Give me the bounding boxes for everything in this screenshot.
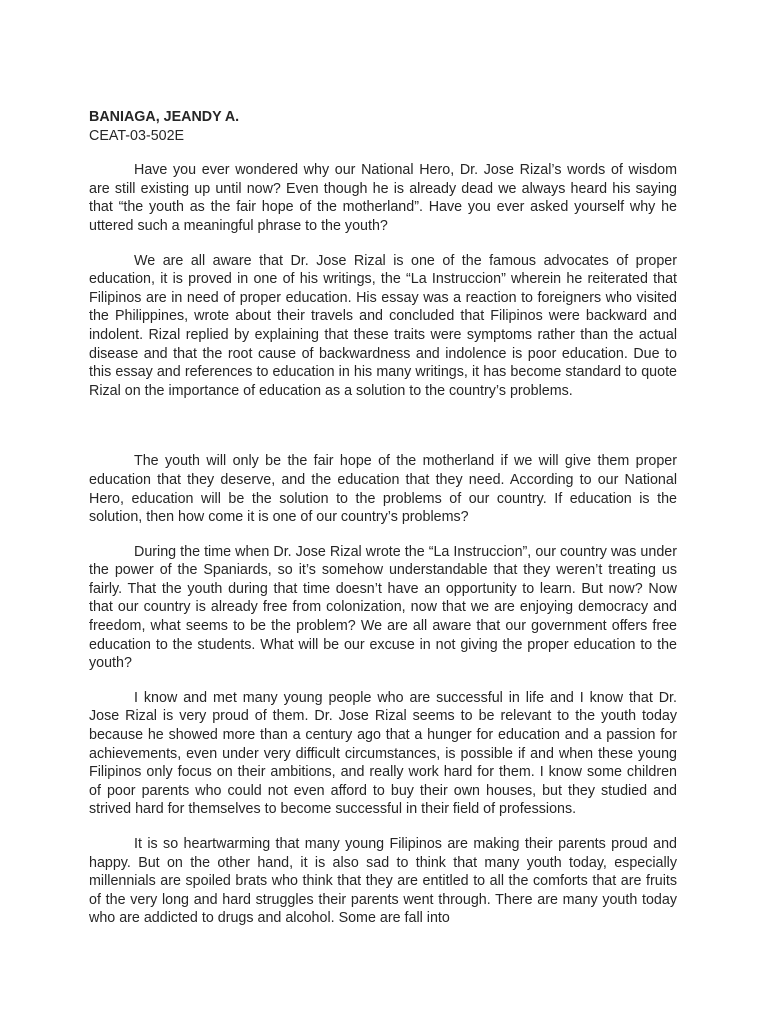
paragraph: I know and met many young people who are successful in life and I know that Dr. Jose Rizal is very proud of them. Dr. Jose Rizal seems to be relevant to the youth today because he showed more than a century ago that a hunger for education and a passion for achievements, even under very difficult circumstances, is possible if and when these young Filipinos only focus on their ambitions, and really work hard for them. I know some children of poor parents who could not even afford to buy their own houses, but they studied and strived hard for themselves to become successful in their field of professions. — [89, 689, 677, 818]
paragraph: We are all aware that Dr. Jose Rizal is one of the famous advocates of proper education, it is proved in one of his writings, the “La Instruccion” wherein he reiterated that Filipinos are in need of proper education. His essay was a reaction to foreigners who visited the Philippines, wrote about their travels and concluded that Filipinos were backward and indolent. Rizal replied by explaining that these traits were symptoms rather than the actual disease and that the root cause of backwardness and indolence is poor education. Due to this essay and references to education in his many writings, it has become standard to quote Rizal on the importance of education as a solution to the country’s problems. — [89, 252, 677, 399]
paragraph: During the time when Dr. Jose Rizal wrote the “La Instruccion”, our country was under the power of the Spaniards, so it’s somehow understandable that they weren’t treating us fairly. That the youth during that time doesn’t have an opportunity to learn. But now? Now that our country is already free from colonization, now that we are enjoying democracy and freedom, what seems to be the problem? We are all aware that our government offers free education to the students. What will be our excuse in not giving the proper education to the youth? — [89, 543, 677, 672]
document-body — [89, 108, 677, 928]
paragraph: It is so heartwarming that many young Filipinos are making their parents proud and happy. But on the other hand, it is also sad to think that many youth today, especially millennials are spoiled brats who think that they are entitled to all the comforts that are fruits of the very long and hard struggles their parents went through. There are many youth today who are addicted to drugs and alcohol. Some are fall into — [89, 836, 677, 927]
paragraph: The youth will only be the fair hope of the motherland if we will give them proper education that they deserve, and the education that they need. According to our National Hero, education will be the solution to the problems of our country. If education is the solution, then how come it is one of our country’s problems? — [89, 453, 677, 526]
section-code: CEAT-03-502E — [89, 127, 185, 144]
author-name: BANIAGA, JEANDY A. — [89, 109, 240, 125]
paragraph: Have you ever wondered why our National Hero, Dr. Jose Rizal’s words of wisdom are still existing up until now? Even though he is already dead we always heard his saying that “the youth as the fair hope of the motherland”. Have you ever asked yourself why he uttered such a meaningful phrase to the youth? — [89, 162, 677, 234]
